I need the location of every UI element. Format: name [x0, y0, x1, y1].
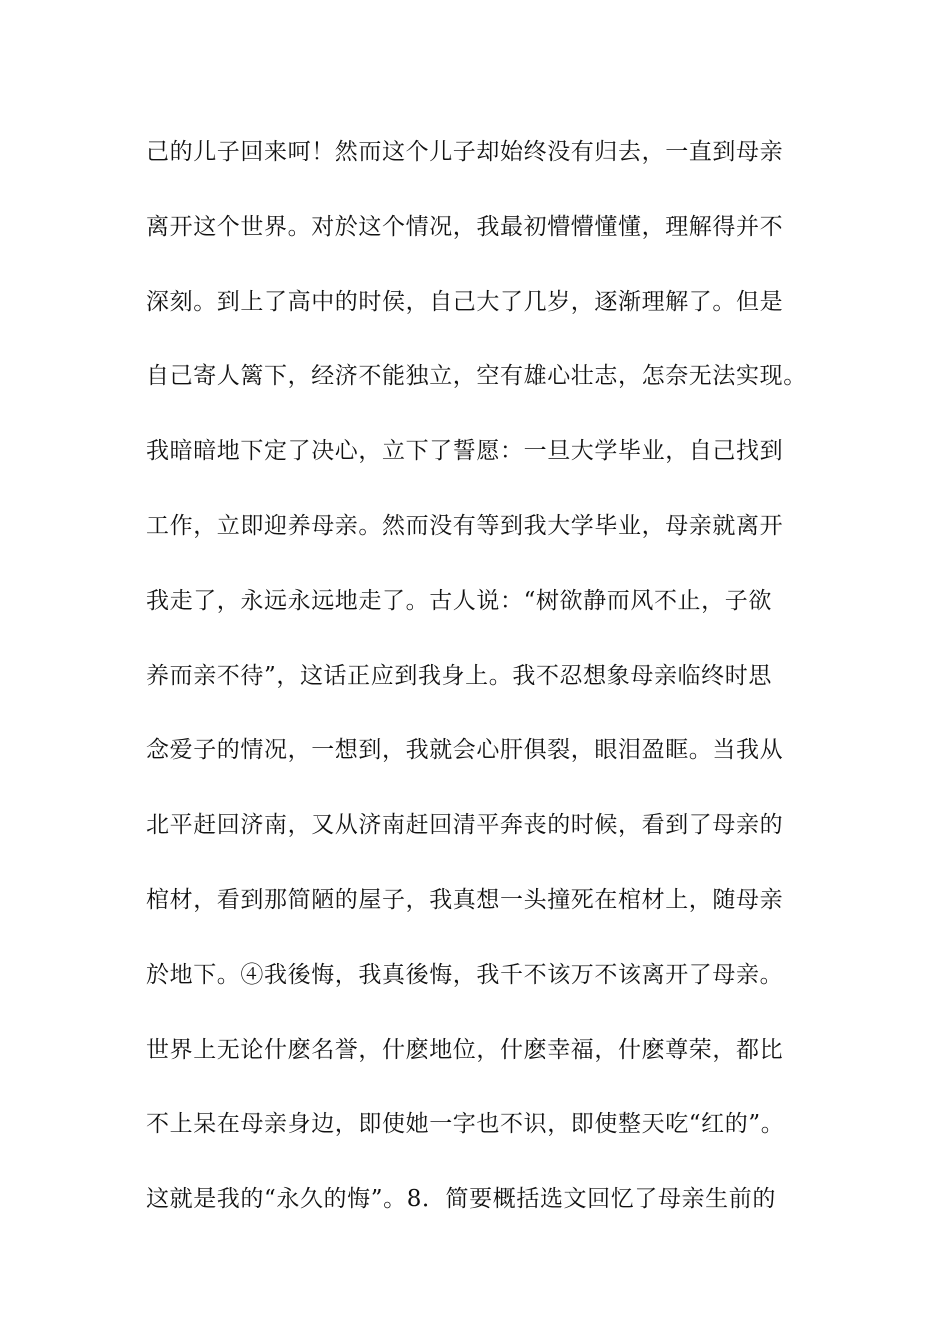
text-line: 深刻。到上了高中的时侯，自己大了几岁，逐渐理解了。但是 — [146, 288, 784, 315]
text-line: 我走了，永远永远地走了。古人说：“树欲静而风不止，子欲 — [146, 587, 772, 614]
body-text — [146, 134, 846, 1256]
text-line: 我暗暗地下定了决心，立下了誓愿：一旦大学毕业，自己找到 — [146, 438, 784, 465]
text-line: 不上呆在母亲身边，即使她一字也不识，即使整天吃“红的”。 — [146, 1111, 785, 1138]
text-line: 己的儿子回来呵！然而这个儿子却始终没有归去，一直到母亲 — [146, 139, 784, 165]
text-line: 这就是我的“永久的悔”。8．简要概括选文回忆了母亲生前的 — [146, 1186, 776, 1213]
text-line: 养而亲不待”，这话正应到我身上。我不忍想象母亲临终时思 — [146, 662, 772, 689]
text-line: 世界上无论什麽名誉，什麽地位，什麽幸福，什麽尊荣，都比 — [146, 1036, 784, 1063]
text-line: 念爱子的情况，一想到，我就会心肝俱裂，眼泪盈眶。当我从 — [146, 737, 784, 764]
text-line: 工作，立即迎养母亲。然而没有等到我大学毕业，母亲就离开 — [146, 512, 784, 539]
text-line: 北平赶回济南，又从济南赶回清平奔丧的时候，看到了母亲的 — [146, 812, 784, 839]
text-line: 自己寄人篱下，经济不能独立，空有雄心壮志，怎奈无法实现。 — [146, 363, 807, 390]
text-line: 於地下。④我後悔，我真後悔，我千不该万不该离开了母亲。 — [146, 961, 784, 988]
text-line: 离开这个世界。对於这个情况，我最初懵懵懂懂，理解得并不 — [146, 213, 784, 240]
text-line: 棺材，看到那简陋的屋子，我真想一头撞死在棺材上，随母亲 — [146, 886, 784, 913]
